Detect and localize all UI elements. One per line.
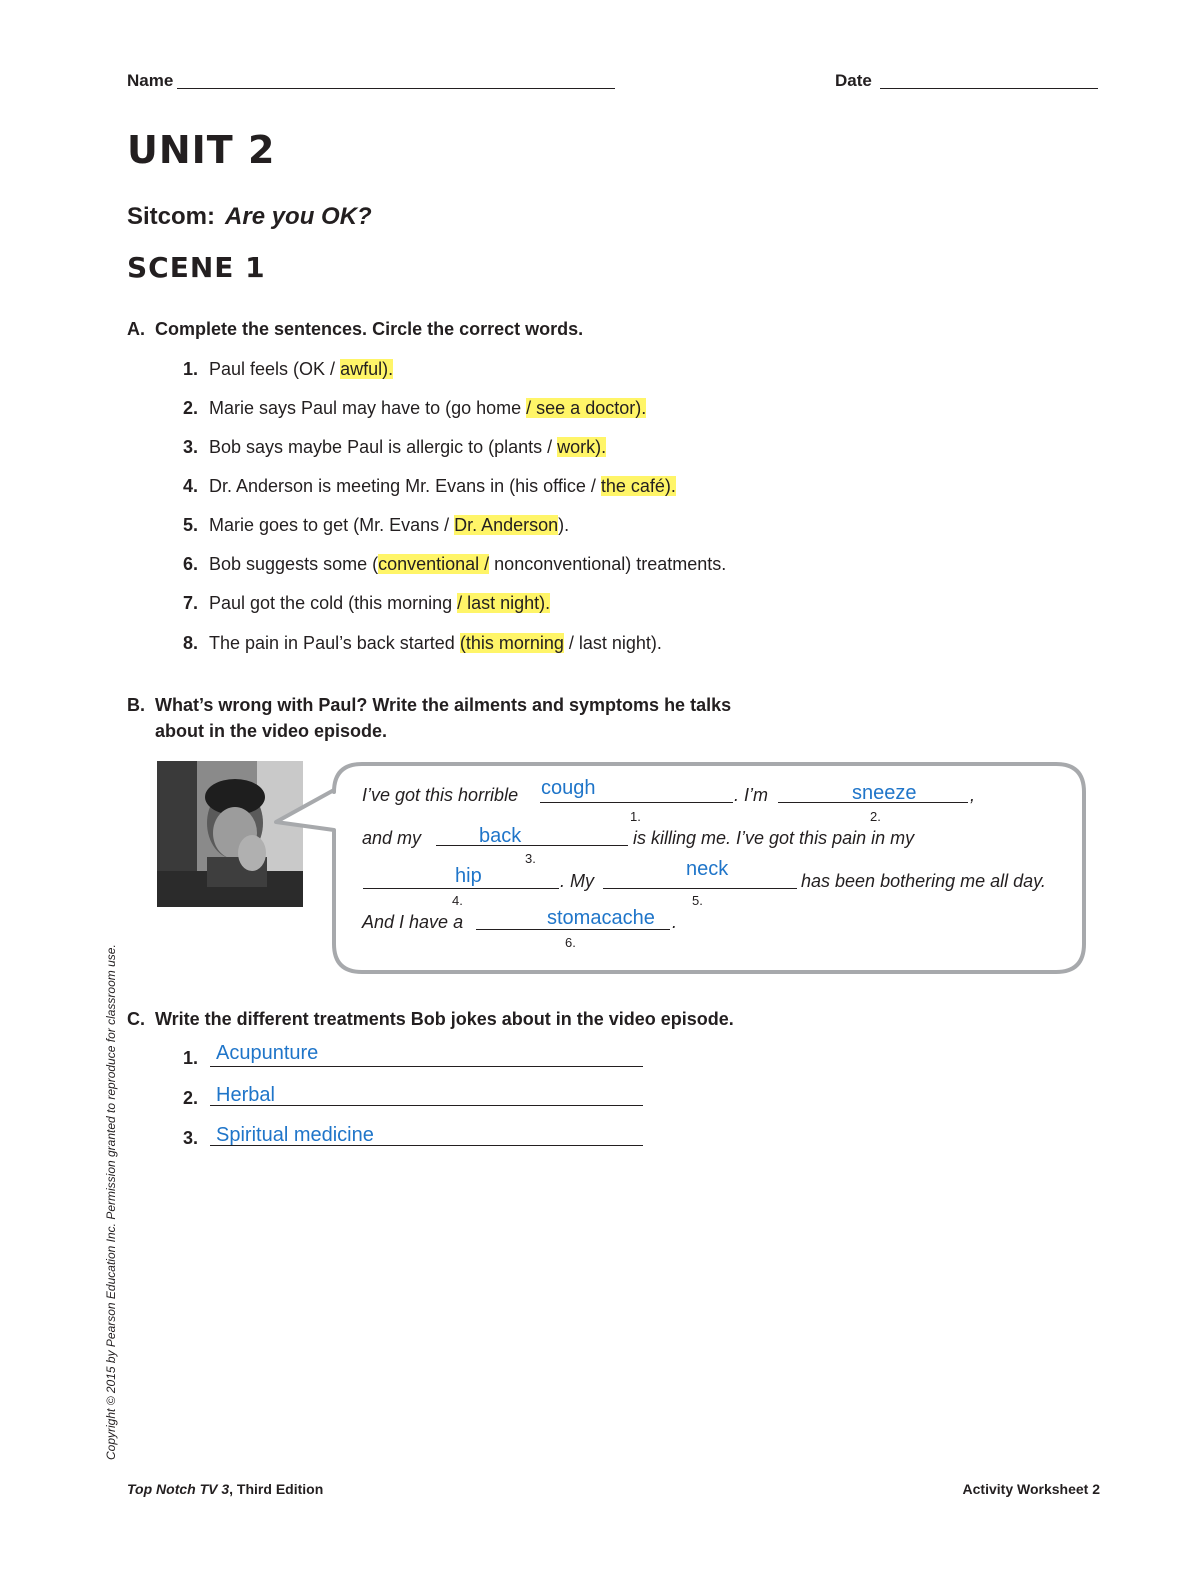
- item-number: 3.: [183, 1128, 199, 1148]
- list-item: [183, 437, 606, 458]
- highlighted-answer: / see a doctor).: [526, 398, 647, 418]
- section-c-letter: C.: [127, 1009, 145, 1029]
- answer-4[interactable]: hip: [455, 865, 482, 887]
- treatment-answer-2[interactable]: Herbal: [216, 1084, 275, 1106]
- item-number: 5.: [183, 515, 199, 535]
- blank-number-5: 5.: [692, 893, 703, 908]
- treatment-answer-1[interactable]: Acupunture: [216, 1042, 319, 1064]
- section-a-instruction: Complete the sentences. Circle the correct words.: [155, 319, 584, 339]
- item-number: 1.: [183, 1048, 199, 1068]
- blank-number-3: 3.: [525, 851, 536, 866]
- answer-6[interactable]: stomacache: [547, 907, 655, 929]
- answer-3[interactable]: back: [479, 825, 522, 847]
- bubble-text-7: has been bothering me all day.: [801, 871, 1046, 891]
- list-item: [183, 476, 676, 497]
- item-number: 2.: [183, 1088, 199, 1108]
- blank-number-2: 2.: [870, 809, 881, 824]
- item-text-end: ).: [558, 515, 570, 535]
- unit-title: UNIT 2: [127, 128, 276, 172]
- list-item: [183, 398, 646, 419]
- item-text: Dr. Anderson is meeting Mr. Evans in (his office /: [209, 476, 601, 496]
- item-text: Bob says maybe Paul is allergic to (plants /: [209, 437, 558, 457]
- highlighted-answer: / last night).: [457, 593, 551, 613]
- date-field-line[interactable]: [880, 88, 1098, 89]
- answer-line-3[interactable]: [436, 845, 628, 846]
- blank-number-6: 6.: [565, 935, 576, 950]
- sitcom-title: Are you OK?: [225, 203, 372, 230]
- footer-book: [127, 1481, 323, 1497]
- highlighted-answer: the café).: [600, 476, 676, 496]
- bubble-text-6: . My: [560, 871, 594, 891]
- scene-title: SCENE 1: [127, 251, 266, 284]
- answer-line-1[interactable]: [540, 802, 733, 803]
- treatment-item: [183, 1088, 209, 1109]
- item-text-end: / last night).: [563, 633, 662, 653]
- item-number: 8.: [183, 633, 199, 653]
- item-text: Paul feels (OK /: [209, 359, 341, 379]
- bubble-text-1: I’ve got this horrible: [362, 785, 519, 805]
- date-label: Date: [835, 71, 872, 90]
- copyright-notice: Copyright © 2015 by Pearson Education Inc. Permission granted to reproduce for classroom use.: [104, 944, 118, 1460]
- item-number: 4.: [183, 476, 199, 496]
- highlighted-answer: (this morning: [459, 633, 564, 653]
- item-number: 3.: [183, 437, 199, 457]
- blank-number-1: 1.: [630, 809, 641, 824]
- section-b-heading: [127, 692, 731, 744]
- answer-line-5[interactable]: [603, 888, 797, 889]
- section-b-letter: B.: [127, 695, 145, 715]
- highlighted-answer: awful).: [340, 359, 394, 379]
- item-text: Marie says Paul may have to (go home: [209, 398, 527, 418]
- answer-line-4[interactable]: [363, 888, 559, 889]
- name-field-line[interactable]: [177, 88, 615, 89]
- bubble-text-3: ,: [970, 785, 976, 805]
- name-label: Name: [127, 71, 174, 90]
- list-item: [183, 554, 726, 575]
- section-c-heading: [127, 1009, 734, 1030]
- section-b-instruction-1: What’s wrong with Paul? Write the ailments and symptoms he talks: [155, 695, 732, 715]
- section-a-letter: A.: [127, 319, 145, 339]
- answer-1[interactable]: cough: [541, 777, 596, 799]
- answer-5[interactable]: neck: [686, 858, 729, 880]
- answer-2[interactable]: sneeze: [852, 782, 917, 804]
- treatment-item: [183, 1048, 209, 1069]
- highlighted-answer: Dr. Anderson: [454, 515, 559, 535]
- item-text: Bob suggests some (: [209, 554, 379, 574]
- bubble-text-4: and my: [362, 828, 422, 848]
- highlighted-answer: conventional /: [378, 554, 490, 574]
- section-b-instruction-2: about in the video episode.: [155, 721, 388, 741]
- section-a-heading: [127, 319, 583, 340]
- bubble-text-2: . I’m: [734, 785, 768, 805]
- treatment-item: [183, 1128, 209, 1149]
- list-item: [183, 359, 393, 380]
- highlighted-answer: work).: [557, 437, 607, 457]
- item-number: 6.: [183, 554, 199, 574]
- item-number: 7.: [183, 593, 199, 613]
- bubble-text-5: is killing me. I’ve got this pain in my: [633, 828, 915, 848]
- item-text: The pain in Paul’s back started: [209, 633, 460, 653]
- list-item: [183, 515, 569, 536]
- treatment-answer-3[interactable]: Spiritual medicine: [216, 1124, 374, 1146]
- blank-number-4: 4.: [452, 893, 463, 908]
- bubble-text-8: And I have a: [362, 912, 464, 932]
- bubble-text-9: .: [672, 912, 678, 932]
- footer-book-edition: , Third Edition: [229, 1481, 324, 1497]
- item-text: Marie goes to get (Mr. Evans /: [209, 515, 455, 535]
- item-number: 1.: [183, 359, 199, 379]
- treatment-line-2[interactable]: [210, 1105, 643, 1106]
- item-text-end: nonconventional) treatments.: [489, 554, 727, 574]
- list-item: [183, 593, 550, 614]
- item-number: 2.: [183, 398, 199, 418]
- section-c-instruction: Write the different treatments Bob jokes about in the video episode.: [155, 1009, 734, 1029]
- treatment-line-1[interactable]: [210, 1066, 643, 1067]
- list-item: [183, 633, 662, 654]
- item-text: Paul got the cold (this morning: [209, 593, 458, 613]
- sitcom-heading: [127, 203, 372, 231]
- footer-worksheet: Activity Worksheet 2: [962, 1481, 1100, 1497]
- sitcom-label: Sitcom:: [127, 203, 216, 230]
- footer-book-title: Top Notch TV 3: [127, 1481, 230, 1497]
